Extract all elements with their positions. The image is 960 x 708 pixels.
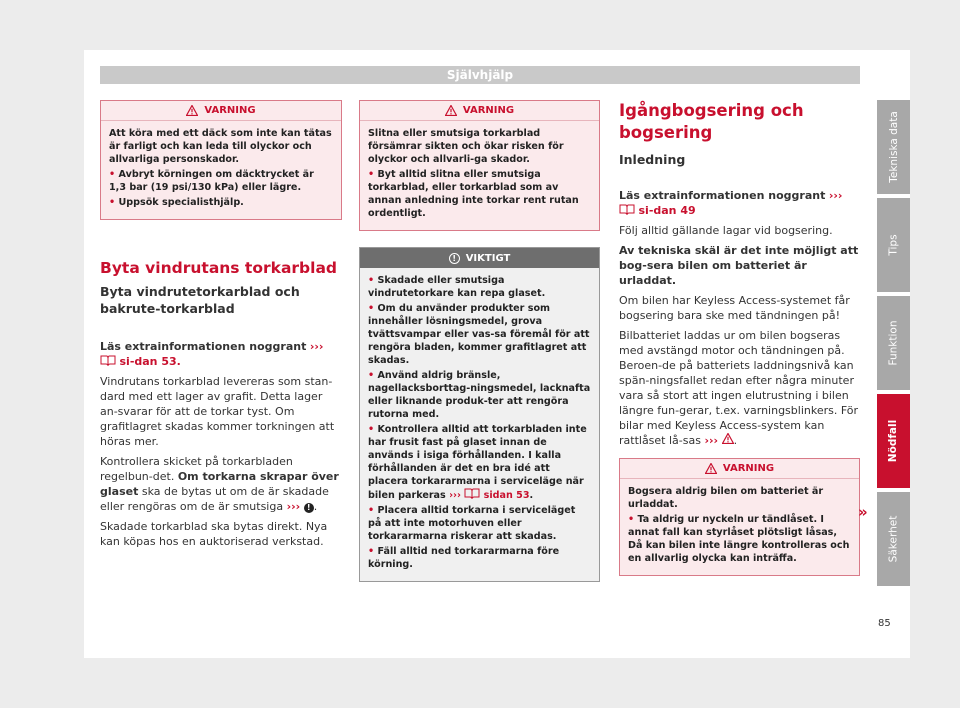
- paragraph-text: Bilbatteriet laddas ur om bilen bogseras med avstängd motor och tändningen på. Beroen-de på batteriets laddningsnivå kan spän-ningsfallet redan efter några minuter vara så stort att ingen elutrustning i bilen längre fun-gerar, t.ex. varningsblinkers. För bilar med Keyless Access-system kan rattlåset lå-sas: [619, 329, 859, 447]
- section-heading: Igångbogsering och bogsering: [619, 101, 804, 142]
- page-number: 85: [878, 618, 891, 629]
- section-subheading: Inledning: [619, 152, 686, 167]
- page-reference-link[interactable]: si-dan 49: [638, 204, 696, 217]
- warning-title: VARNING: [722, 463, 775, 474]
- arrows: ›››: [286, 500, 301, 513]
- book-reference-icon: [100, 355, 116, 366]
- continue-arrow-icon: »: [858, 503, 868, 521]
- arrows: ›››: [704, 434, 719, 447]
- paragraph-bold: Om torkarna skrapar över glaset: [100, 470, 339, 498]
- arrows: ›››: [449, 490, 461, 501]
- tab-tips[interactable]: Tips: [877, 198, 910, 292]
- warning-bullet: Byt alltid slitna eller smutsiga torkarblad, eller torkarblad som av annan anledning inte torkar rent rutan ordentligt.: [368, 169, 579, 219]
- book-reference-icon: [619, 204, 635, 215]
- note-bullet: Placera alltid torkarna i serviceläget på att inte motorhuven eller torkararmarna riskerar att skadas.: [368, 505, 576, 542]
- read-more-text: Läs extrainformationen noggrant: [100, 340, 307, 353]
- paragraph: Följ alltid gällande lagar vid bogsering.: [619, 224, 833, 237]
- warning-triangle-icon: [705, 463, 717, 474]
- note-bullet: Använd aldrig bränsle, nagellacksborttag-ningsmedel, lacknafta eller liknande produk-ter att rengöra rutorna med.: [368, 370, 591, 420]
- note-title: VIKTIGT: [465, 252, 511, 264]
- arrows: ›››: [828, 189, 843, 202]
- paragraph-text: ska de bytas ut om de är skadade eller rengöras om de är smutsiga: [100, 485, 329, 513]
- warning-triangle-icon: [445, 105, 457, 116]
- warning-text: Bogsera aldrig bilen om batteriet är urladdat.: [628, 486, 824, 510]
- read-more-text: Läs extrainformationen noggrant: [619, 189, 826, 202]
- column-2: [359, 100, 600, 582]
- paragraph-text: Kontrollera skicket på torkarbladen regelbun-det.: [100, 455, 293, 483]
- tab-sakerhet[interactable]: Säkerhet: [877, 492, 910, 586]
- info-circle-icon: !: [449, 253, 460, 264]
- column-3: Igångbogsering och bogsering Inledning Läs extrainformationen noggrant ››› si-dan 49 Följ alltid gällande lagar vid bogsering. Av tekniska skäl är det inte möjligt att bog-sera bilen om batteriet är urladdat. Om bilen har Keyless Access-systemet får bogsering bara ske med tändningen på! Bilbatteriet laddas ur om bilen bogseras med avstängd motor och tändningen på. Beroen-de på batteriets laddningsnivå kan spän-ningsfallet redan efter några minuter vara så stort att ingen elutrustning i bilen längre fun-gerar, t.ex. varningsblinkers. För bilar med Keyless Access-system kan rattlåset lå-sas ››› . VARNING Bogsera aldrig bilen om batteriet är urladdat. • Ta aldrig ur nyckeln ur tändlåset. I annat fall kan styrlåset plötsligt låsas, Då kan bilen inte längre kontrolleras och en allvarlig olycka kan inträffa.: [619, 100, 860, 576]
- page-reference-link[interactable]: si-dan 53: [119, 355, 177, 368]
- warning-text: Slitna eller smutsiga torkarblad försämrar sikten och ökar risken för olyckor och allvarli-ga skador.: [368, 128, 564, 165]
- paragraph: Om bilen har Keyless Access-systemet får bogsering bara ske med tändningen på!: [619, 294, 850, 322]
- warning-box-tire: VARNING Att köra med ett däck som inte kan tätas är farligt och kan leda till olyckor och allvarliga personskador. • Avbryt körningen om däcktrycket är 1,3 bar (19 psi/130 kPa) eller lägre. • Uppsök specialisthjälp.: [100, 100, 342, 220]
- note-bullet: Kontrollera alltid att torkarbladen inte har frusit fast på glaset innan de används i isiga förhållanden. I kalla förhållanden är det en bra idé att placera torkararmarna i serviceläge när bilen parkeras: [368, 424, 587, 501]
- section-subheading: Byta vindrutetorkarblad och bakrute-torkarblad: [100, 284, 300, 316]
- paragraph: Skadade torkarblad ska bytas direkt. Nya kan köpas hos en auktoriserad verkstad.: [100, 520, 328, 548]
- note-box: ! VIKTIGT • Skadade eller smutsiga vindrutetorkare kan repa glaset. • Om du använder produkter som innehåller lösningsmedel, grova tvättsvampar eller vas-sa föremål för att rengöra bladen, kommer grafitlagret att skadas. • Använd aldrig bränsle, nagellacksborttag-ningsmedel, lacknafta eller liknande produk-ter att rengöra rutorna med. • Kontrollera alltid att torkarbladen inte har frusit fast på glaset innan de används i isiga förhållanden. I kalla förhållanden är det en bra idé att placera torkararmarna i serviceläge när bilen parkeras ››› sidan 53. • Placera alltid torkarna i serviceläget på att inte motorhuven eller torkararmarna riskerar att skadas. • Fäll alltid ned torkararmarna före körning.: [359, 247, 600, 582]
- tab-funktion[interactable]: Funktion: [877, 296, 910, 390]
- warning-box-wipers: VARNING Slitna eller smutsiga torkarblad försämrar sikten och ökar risken för olyckor och allvarli-ga skador. • Byt alltid slitna eller smutsiga torkarblad, eller torkarblad som av annan anledning inte torkar rent rutan ordentligt.: [359, 100, 600, 231]
- note-bullet: Om du använder produkter som innehåller lösningsmedel, grova tvättsvampar eller vas-sa föremål för att rengöra bladen, kommer grafitlagret att skadas.: [368, 303, 590, 366]
- tab-tekniska-data[interactable]: Tekniska data: [877, 100, 910, 194]
- info-icon: !: [304, 503, 314, 513]
- warning-text: Att köra med ett däck som inte kan tätas är farligt och kan leda till olyckor och allvarliga personskador.: [109, 128, 332, 165]
- warning-bullet: Uppsök specialisthjälp.: [118, 197, 244, 208]
- warning-triangle-icon: [186, 105, 198, 116]
- tab-nodfall[interactable]: Nödfall: [877, 394, 910, 488]
- note-bullet: Skadade eller smutsiga vindrutetorkare kan repa glaset.: [368, 275, 546, 299]
- warning-title: VARNING: [462, 105, 515, 116]
- warning-bullet: Avbryt körningen om däcktrycket är 1,3 bar (19 psi/130 kPa) eller lägre.: [109, 169, 314, 193]
- paragraph-bold: Av tekniska skäl är det inte möjligt att bog-sera bilen om batteriet är urladdat.: [619, 244, 859, 287]
- page-reference-link[interactable]: sidan 53: [483, 490, 530, 501]
- warning-box-towing: VARNING Bogsera aldrig bilen om batteriet är urladdat. • Ta aldrig ur nyckeln ur tändlåset. I annat fall kan styrlåset plötsligt låsas, Då kan bilen inte längre kontrolleras och en allvarlig olycka kan inträffa.: [619, 458, 860, 576]
- page-header: Självhjälp: [100, 66, 860, 84]
- book-reference-icon: [464, 488, 480, 499]
- paragraph: Vindrutans torkarblad levereras som stan-dard med ett lager av grafit. Detta lager an-svarar för att de torkar tyst. Om grafitlagret skadas kommer torkningen att höras mer.: [100, 375, 335, 448]
- warning-bullet: Ta aldrig ur nyckeln ur tändlåset. I annat fall kan styrlåset plötsligt låsas, Då kan bilen inte längre kontrolleras och en allvarlig olycka kan inträffa.: [628, 514, 850, 564]
- note-bullet: Fäll alltid ned torkararmarna före körning.: [368, 546, 560, 570]
- warning-triangle-icon: [722, 433, 734, 444]
- column-1: VARNING Att köra med ett däck som inte kan tätas är farligt och kan leda till olyckor och allvarliga personskador. • Avbryt körningen om däcktrycket är 1,3 bar (19 psi/130 kPa) eller lägre. • Uppsök specialisthjälp. Byta vindrutans torkarblad Byta vindrutetorkarblad och bakrute-torkarblad Läs extrainformationen noggrant ››› si-dan 53. Vindrutans torkarblad levereras som stan-dard med ett lager av grafit. Detta lager an-svarar för att de torkar tyst. Om grafitlagret skadas kommer torkningen att höras mer. Kontrollera skicket på torkarbladen regelbun-det. Om torkarna skrapar över glaset ska de bytas ut om de är skadade eller rengöras om de är smutsiga ››› ! . Skadade torkarblad ska bytas direkt. Nya kan köpas hos en auktoriserad verkstad.: [100, 100, 342, 549]
- section-heading: Byta vindrutans torkarblad: [100, 259, 338, 277]
- arrows: ›››: [309, 340, 324, 353]
- warning-title: VARNING: [204, 105, 256, 116]
